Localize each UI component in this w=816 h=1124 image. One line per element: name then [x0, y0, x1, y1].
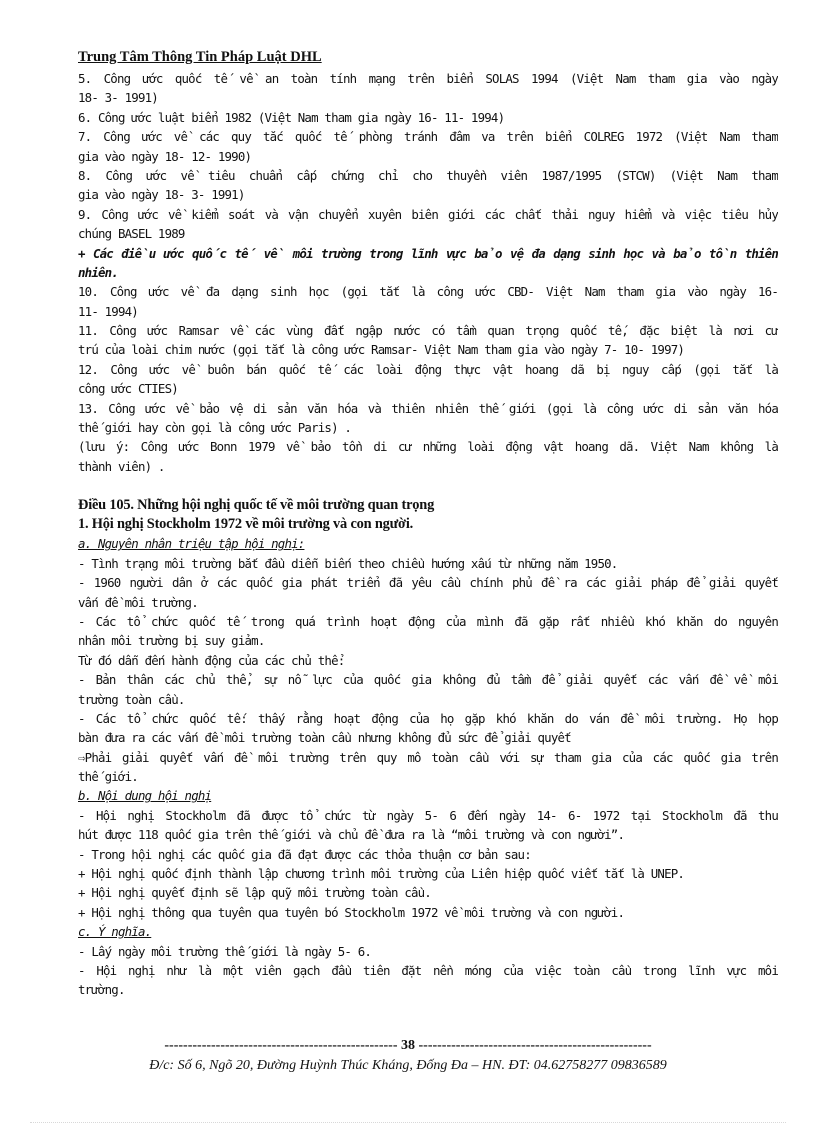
text-line: Từ đó dẫn đến hành động của các chủ thể:	[78, 652, 345, 668]
text-line: 1. Hội nghị Stockholm 1972 về môi trường và con người.	[78, 515, 414, 532]
text-line: chúng BASEL 1989	[78, 226, 185, 242]
document-body	[78, 69, 778, 1000]
text-line: bàn đưa ra các vấn đề môi trường toàn cầu nhưng không đủ sức để giải quyết	[78, 730, 571, 746]
text-line: 10. Công ước về đa dạng sinh học (gọi tắt là công ước CBD- Việt Nam tham gia vào ngày 16-	[78, 284, 778, 300]
text-line: gia vào ngày 18- 3- 1991)	[78, 187, 245, 203]
text-line: thế giới hay còn gọi là công ước Paris) .	[78, 420, 352, 436]
text-line: - Trong hội nghị các quốc gia đã đạt được các thỏa thuận cơ bản sau:	[78, 846, 531, 862]
text-line: - Bản thân các chủ thể, sự nỗ lực của quốc gia không đủ tầm để giải quyết các vấn đề về môi	[78, 672, 778, 688]
page-number-rule: -------------------------------------------------- 38 --------------------------------------------------	[164, 1038, 652, 1053]
text-line: + Hội nghị thông qua tuyên qua tuyên bó Stockholm 1972 về môi trường và con người.	[78, 904, 625, 920]
text-line: (lưu ý: Công ước Bonn 1979 về bảo tồn di cư những loài động vật hoang dã. Việt Nam không là	[78, 439, 778, 455]
text-line: thành viên) .	[78, 458, 165, 474]
text-line: - Lấy ngày môi trường thế giới là ngày 5- 6.	[78, 943, 372, 959]
text-line: ⇨Phải giải quyết vấn đề môi trường trên quy mô toàn cầu với sự tham gia của các quốc gia trên	[78, 749, 778, 765]
text-line: - 1960 người dân ở các quốc gia phát triển đã yêu cầu chính phủ đề ra các giải pháp để giải quyết	[78, 575, 778, 591]
text-line: trường.	[78, 982, 125, 998]
text-line: công ước CTIES)	[78, 381, 178, 397]
text-line: 7. Công ước về các quy tắc quốc tế phòng tránh đâm va trên biển COLREG 1972 (Việt Nam tham	[78, 129, 778, 145]
text-line: 18- 3- 1991)	[78, 90, 158, 106]
text-line: - Các tổ chức quốc tế: thấy rằng hoạt động của họ gặp khó khăn do ván đề môi trường. Họ họp	[78, 710, 778, 726]
text-line: - Hội nghị như là một viên gạch đầu tiên đặt nền móng của việc toàn cầu trong lĩnh vực môi	[78, 962, 778, 978]
text-line: - Hội nghị Stockholm đã được tổ chức từ ngày 5- 6 đến ngày 14- 6- 1972 tại Stockholm đã thu	[78, 807, 778, 823]
page-header-title: Trung Tâm Thông Tin Pháp Luật DHL	[78, 49, 322, 65]
text-line: trú của loài chim nước (gọi tắt là công ước Ramsar- Việt Nam tham gia vào ngày 7- 10- 1997)	[78, 342, 685, 358]
text-line: 11. Công ước Ramsar về các vùng đất ngập nước có tầm quan trọng quốc tế, đặc biệt là nơi cư	[78, 323, 778, 339]
text-line: b. Nội dung hội nghị	[78, 788, 212, 804]
blank-line	[78, 476, 778, 495]
text-line: 11- 1994)	[78, 303, 138, 319]
text-line: 5. Công ước quốc tế về an toàn tính mạng trên biển SOLAS 1994 (Việt Nam tham gia vào ngày	[78, 71, 778, 86]
text-line: c. Ý nghĩa.	[78, 924, 152, 940]
footer-address: Đ/c: Số 6, Ngõ 20, Đường Huỳnh Thúc Kháng, Đống Đa – HN. ĐT: 04.62758277 09836589	[149, 1058, 667, 1073]
text-line: 12. Công ước về buôn bán quốc tế các loài động thực vật hoang dã bị nguy cấp (gọi tắt là	[78, 361, 778, 377]
text-line: 13. Công ước về bảo vệ di sản văn hóa và thiên nhiên thế giới (gọi là công ước di sản văn hóa	[78, 400, 778, 416]
text-line: 8. Công ước về tiêu chuẩn cấp chứng chỉ cho thuyền viên 1987/1995 (STCW) (Việt Nam tham	[78, 167, 778, 183]
text-line: - Tình trạng môi trường bắt đầu diễn biến theo chiều hướng xấu từ những năm 1950.	[78, 555, 618, 571]
text-line: nhiên.	[78, 264, 118, 280]
text-line: gia vào ngày 18- 12- 1990)	[78, 148, 252, 164]
text-line: nhân môi trường bị suy giảm.	[78, 633, 265, 649]
text-line: - Các tổ chức quốc tế trong quá trình hoạt động của mình đã gặp rất nhiều khó khăn do nguyên	[78, 613, 778, 629]
text-line: 9. Công ước về kiểm soát và vận chuyển xuyên biên giới các chất thải nguy hiểm và việc tiêu hủy	[78, 206, 778, 222]
text-line: vấn đề môi trường.	[78, 594, 198, 610]
text-line: + Hội nghị quốc định thành lập chương trình môi trường của Liên hiệp quốc viết tắt là UNEP.	[78, 866, 685, 882]
text-line: trường toàn cầu.	[78, 691, 185, 707]
text-line: a. Nguyên nhân triệu tập hội nghị:	[78, 536, 305, 552]
text-line: Điều 105. Những hội nghị quốc tế về môi trường quan trọng	[78, 496, 435, 513]
text-line: 6. Công ước luật biển 1982 (Việt Nam tham gia ngày 16- 11- 1994)	[78, 109, 505, 125]
text-line: + Hội nghị quyết định sẽ lập quỹ môi trường toàn cầu.	[78, 885, 431, 901]
text-line: + Các điều ước quốc tế về môi trường trong lĩnh vực bảo vệ đa dạng sinh học và bảo tồn thiên	[78, 245, 778, 261]
text-line: hút được 118 quốc gia trên thế giới và chủ đề đưa ra là “môi trường và con người”.	[78, 827, 625, 843]
text-line: thế giới.	[78, 769, 138, 785]
